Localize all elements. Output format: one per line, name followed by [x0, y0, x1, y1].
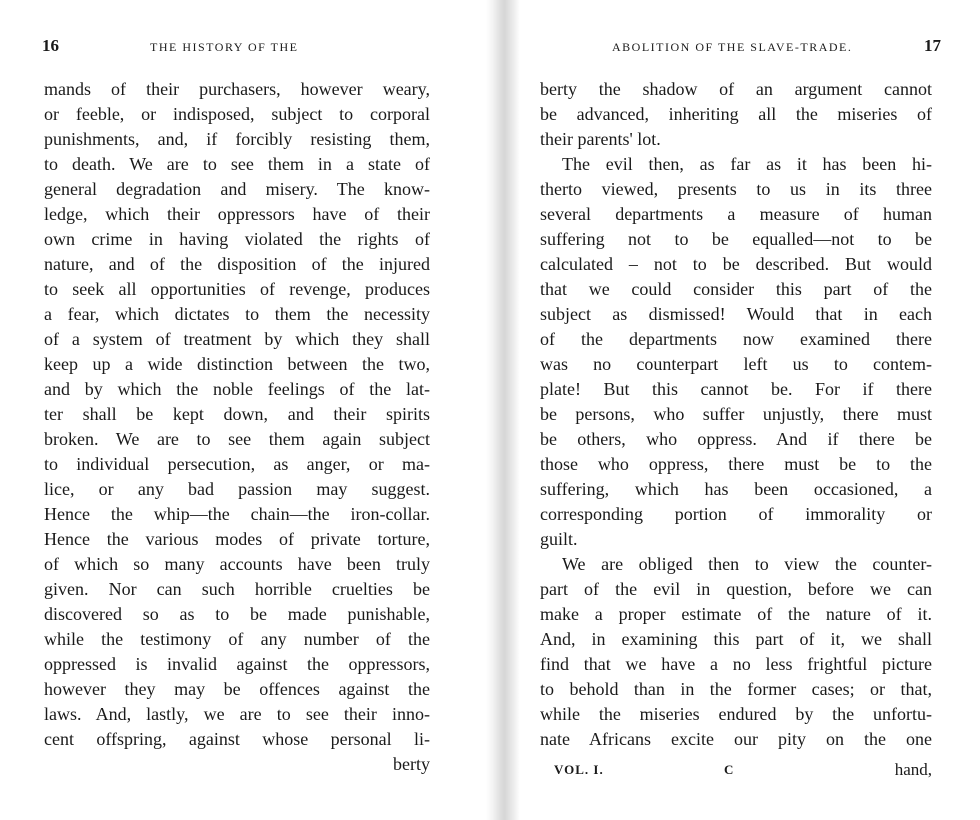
text-line: plate! But this cannot be. For if there [540, 379, 932, 399]
text-line: nate Africans excite our pity on the one [540, 729, 932, 749]
text-line: suffering not to be equalled—not to be [540, 229, 932, 249]
text-line: to individual persecution, as anger, or ma- [44, 454, 430, 474]
text-line: nature, and of the disposition of the injured [44, 254, 430, 274]
text-line: mands of their purchasers, however weary, [44, 79, 430, 99]
text-line: corresponding portion of immorality or [540, 504, 932, 524]
catchword: hand, [894, 760, 932, 779]
text-line: guilt. [540, 529, 578, 549]
text-line: to seek all opportunities of revenge, produces [44, 279, 430, 299]
running-header: THE HISTORY OF THE [150, 40, 299, 54]
text-line: those who oppress, there must be to the [540, 454, 932, 474]
text-line: that we could consider this part of the [540, 279, 932, 299]
text-line: therto viewed, presents to us in its three [540, 179, 932, 199]
text-line: was no counterpart left us to contem- [540, 354, 932, 374]
text-line: a fear, which dictates to them the necessity [44, 304, 430, 324]
text-line: however they may be offences against the [44, 679, 430, 699]
text-line: given. Nor can such horrible cruelties be [44, 579, 430, 599]
text-line: punishments, and, if forcibly resisting them, [44, 129, 430, 149]
text-line: to death. We are to see them in a state of [44, 154, 430, 174]
text-line: calculated – not to be described. But would [540, 254, 932, 274]
text-line: to behold than in the former cases; or that, [540, 679, 932, 699]
page-number: 17 [924, 36, 941, 55]
text-line: several departments a measure of human [540, 204, 932, 224]
text-line: Hence the whip—the chain—the iron-collar. [44, 504, 430, 524]
text-line: find that we have a no less frightful picture [540, 654, 932, 674]
volume-signature: VOL. I. [554, 762, 604, 777]
text-line: own crime in having violated the rights of [44, 229, 430, 249]
text-line: keep up a wide distinction between the two, [44, 354, 430, 374]
text-line: general degradation and misery. The know- [44, 179, 430, 199]
text-line: their parents' lot. [540, 129, 661, 149]
text-line: berty the shadow of an argument cannot [540, 79, 932, 99]
text-line: while the testimony of any number of the [44, 629, 430, 649]
text-line: and by which the noble feelings of the lat- [44, 379, 430, 399]
text-line: suffering, which has been occasioned, a [540, 479, 932, 499]
text-line: while the miseries endured by the unfortu- [540, 704, 932, 724]
text-line: cent offspring, against whose personal li- [44, 729, 430, 749]
text-line: broken. We are to see them again subject [44, 429, 430, 449]
text-line: ledge, which their oppressors have of their [44, 204, 430, 224]
text-line: be persons, who suffer unjustly, there must [540, 404, 932, 424]
text-line: be others, who oppress. And if there be [540, 429, 932, 449]
catchword: berty [393, 754, 430, 774]
text-line: of which so many accounts have been truly [44, 554, 430, 574]
text-line: The evil then, as far as it has been hi- [562, 154, 932, 174]
body-text [44, 77, 430, 777]
text-line: subject as dismissed! Would that in each [540, 304, 932, 324]
text-line: of a system of treatment by which they shall [44, 329, 430, 349]
text-line: ter shall be kept down, and their spirits [44, 404, 430, 424]
text-line: laws. And, lastly, we are to see their inno- [44, 704, 430, 724]
text-line: Hence the various modes of private torture, [44, 529, 430, 549]
text-line: And, in examining this part of it, we shall [540, 629, 932, 649]
text-line: be advanced, inheriting all the miseries of [540, 104, 932, 124]
text-line: of the departments now examined there [540, 329, 932, 349]
text-line: lice, or any bad passion may suggest. [44, 479, 430, 499]
text-line: part of the evil in question, before we can [540, 579, 932, 599]
page-number: 16 [42, 36, 59, 55]
text-line: oppressed is invalid against the oppressors, [44, 654, 430, 674]
text-line: discovered so as to be made punishable, [44, 604, 430, 624]
body-text [540, 77, 932, 752]
right-page [490, 0, 980, 820]
text-line: We are obliged then to view the counter- [562, 554, 932, 574]
text-line: make a proper estimate of the nature of it. [540, 604, 932, 624]
text-line: or feeble, or indisposed, subject to corporal [44, 104, 430, 124]
signature-mark: C [724, 762, 734, 777]
running-header: ABOLITION OF THE SLAVE-TRADE. [612, 40, 853, 54]
page-footer [540, 760, 932, 784]
